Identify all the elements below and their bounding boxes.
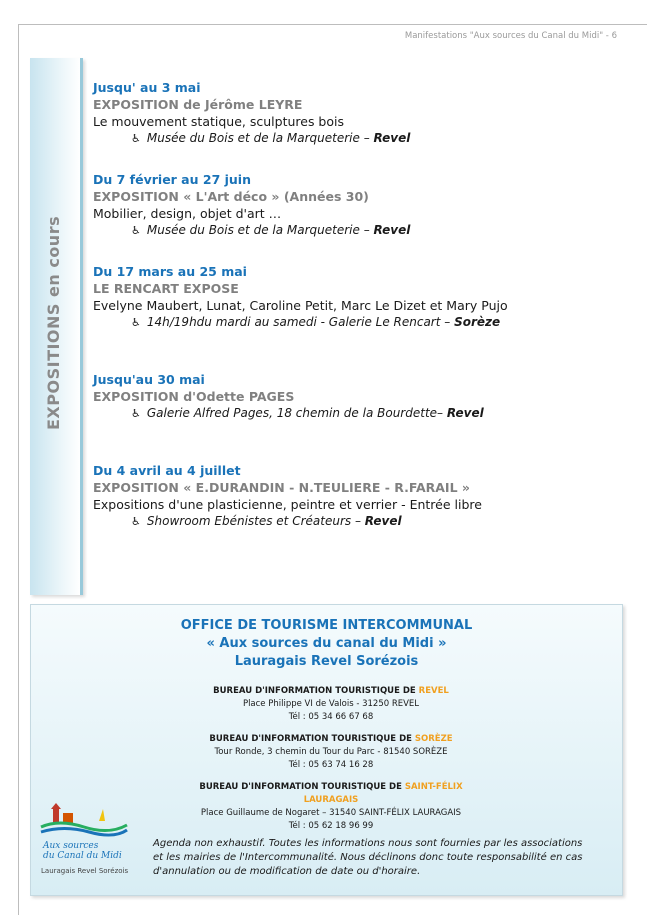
event-date: Jusqu'au 30 mai — [93, 372, 205, 387]
bureau-prefix: BUREAU D'INFORMATION TOURISTIQUE DE — [213, 686, 419, 696]
bureau-soreze — [181, 733, 481, 772]
bureau-prefix: BUREAU D'INFORMATION TOURISTIQUE DE — [209, 734, 415, 744]
bureau-prefix: BUREAU D'INFORMATION TOURISTIQUE DE — [199, 782, 405, 792]
event-place-text: 14h/19hdu mardi au samedi - Galerie Le Rencart – — [146, 315, 455, 329]
wheelchair-icon: ♿ — [131, 132, 141, 145]
bureau-revel — [181, 685, 481, 724]
bureau-address: Tour Ronde, 3 chemin du Tour du Parc - 81540 SORÈZE — [214, 747, 448, 757]
disclaimer: Agenda non exhaustif. Toutes les informations nous sont fournies par les associations et les mairies de l'Intercommunalité. Nous déclinons donc toute responsabilité en cas d'annulation ou de modification de date ou d'horaire. — [153, 838, 583, 877]
wheelchair-icon: ♿ — [131, 407, 141, 420]
tourism-office-box — [30, 604, 623, 896]
event-title: LE RENCART EXPOSE — [93, 281, 239, 296]
event-place-text: Showroom Ebénistes et Créateurs – — [146, 514, 365, 528]
bureau-phone: Tél : 05 34 66 67 68 — [288, 712, 374, 722]
bureau-address: Place Philippe VI de Valois - 31250 REVEL — [242, 699, 420, 709]
office-logo — [39, 801, 139, 881]
logo-graphic-icon — [39, 801, 129, 841]
event-desc: Le mouvement statique, sculptures bois — [93, 114, 344, 129]
bureau-name — [181, 685, 481, 698]
bureau-saint-felix — [181, 781, 481, 833]
bureau-town: REVEL — [418, 686, 449, 696]
event-place — [93, 513, 613, 530]
side-tab-label: EXPOSITIONS en cours — [44, 215, 63, 430]
event-item — [93, 462, 613, 530]
event-title: EXPOSITION de Jérôme LEYRE — [93, 97, 303, 112]
logo-subtext: Lauragais Revel Sorézois — [41, 867, 129, 875]
event-date: Jusqu' au 3 mai — [93, 80, 201, 95]
wheelchair-icon: ♿ — [131, 224, 141, 237]
event-date: Du 7 février au 27 juin — [93, 172, 251, 187]
bureau-town: SORÈZE — [414, 734, 453, 744]
page-frame-top — [18, 24, 647, 25]
event-title: EXPOSITION « L'Art déco » (Années 30) — [93, 189, 369, 204]
event-title: EXPOSITION d'Odette PAGES — [93, 389, 295, 404]
event-place-text: Galerie Alfred Pages, 18 chemin de la Bourdette– — [146, 406, 447, 420]
event-desc: Mobilier, design, objet d'art … — [93, 206, 282, 221]
event-date: Du 4 avril au 4 juillet — [93, 463, 241, 478]
bureau-town: SAINT-FÉLIX LAURAGAIS — [303, 782, 463, 805]
event-place-town: Sorèze — [454, 315, 501, 329]
event-desc: Evelyne Maubert, Lunat, Caroline Petit, Marc Le Dizet et Mary Pujo — [93, 298, 508, 313]
wheelchair-icon: ♿ — [131, 316, 141, 329]
bureau-name — [181, 733, 481, 746]
event-item — [93, 79, 613, 147]
logo-text: Aux sources du Canal du Midi — [43, 841, 122, 861]
bureau-phone: Tél : 05 63 74 16 28 — [288, 760, 374, 770]
page-header: Manifestations "Aux sources du Canal du Midi" - 6 — [404, 31, 617, 41]
event-item — [93, 171, 613, 239]
event-place-town: Revel — [373, 131, 411, 145]
event-place — [93, 405, 613, 422]
office-region: Lauragais Revel Sorézois — [234, 654, 419, 669]
event-place — [93, 222, 613, 239]
event-place — [93, 314, 613, 331]
office-subtitle: « Aux sources du canal du Midi » — [206, 636, 447, 651]
event-item — [93, 371, 613, 422]
event-place-town: Revel — [373, 223, 411, 237]
events-list — [93, 79, 613, 554]
event-desc: Expositions d'une plasticienne, peintre et verrier - Entrée libre — [93, 497, 482, 512]
event-title: EXPOSITION « E.DURANDIN - N.TEULIERE - R.FARAIL » — [93, 480, 470, 495]
bureau-phone: Tél : 05 62 18 96 99 — [288, 821, 374, 831]
event-place-town: Revel — [446, 406, 484, 420]
wheelchair-icon: ♿ — [131, 515, 141, 528]
bureau-address: Place Guillaume de Nogaret – 31540 SAINT-FÉLIX LAURAGAIS — [200, 808, 462, 818]
event-place-town: Revel — [364, 514, 402, 528]
bureau-name — [181, 781, 481, 807]
event-place-text: Musée du Bois et de la Marqueterie – — [146, 223, 374, 237]
event-place — [93, 130, 613, 147]
event-item — [93, 263, 613, 331]
event-place-text: Musée du Bois et de la Marqueterie – — [146, 131, 374, 145]
page-frame-left — [18, 24, 19, 915]
event-date: Du 17 mars au 25 mai — [93, 264, 247, 279]
office-title: OFFICE DE TOURISME INTERCOMMUNAL — [180, 618, 473, 633]
